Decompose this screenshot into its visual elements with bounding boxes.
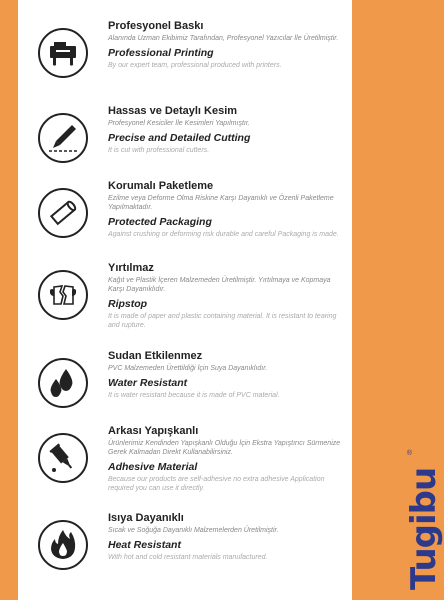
brand-logo — [366, 450, 444, 590]
feature-ripstop — [18, 262, 352, 342]
feature-desc-tr: Profesyonel Kesiciler İle Kesimleri Yapılmıştır. — [108, 120, 250, 127]
water-drops-icon — [38, 358, 88, 408]
feature-title-tr: Isıya Dayanıklı — [108, 512, 184, 524]
brand-name: Tugibu — [404, 467, 444, 590]
feature-title-en: Protected Packaging — [108, 216, 212, 228]
feature-precise-cutting — [18, 105, 352, 185]
feature-desc-en: It is cut with professional cutters. — [108, 147, 210, 154]
feature-title-en: Adhesive Material — [108, 461, 198, 473]
brand-registered-mark: ® — [406, 450, 412, 457]
package-roll-icon — [38, 188, 88, 238]
feature-professional-printing — [18, 20, 352, 100]
feature-protected-packaging — [18, 180, 352, 260]
cutter-icon — [38, 113, 88, 163]
feature-desc-tr: Alanında Uzman Ekibimiz Tarafından, Profesyonel Yazıcılar İle Üretilmiştir. — [108, 35, 339, 42]
feature-desc-tr: Ezilme veya Deforme Olma Riskine Karşı Dayanıklı ve Özenli Paketleme Yapılmaktadır. — [108, 195, 334, 211]
feature-title-tr: Hassas ve Detaylı Kesim — [108, 105, 238, 117]
feature-desc-en: It is water resistant because it is made of PVC material. — [108, 392, 280, 399]
ripstop-icon — [38, 270, 88, 320]
feature-desc-tr: Sıcak ve Soğuğa Dayanıklı Malzemelerden Üretilmiştir. — [108, 527, 279, 534]
feature-heat-resistant — [18, 512, 352, 592]
feature-title-tr: Yırtılmaz — [108, 262, 154, 274]
feature-title-tr: Arkası Yapışkanlı — [108, 425, 199, 437]
feature-desc-en: Because our products are self-adhesive no extra adhesive Application required you can use it directly. — [108, 476, 325, 492]
adhesive-tube-icon — [38, 433, 88, 483]
feature-title-en: Heat Resistant — [108, 539, 181, 551]
feature-desc-tr: Ürünlerimiz Kendinden Yapışkanlı Olduğu İçin Ekstra Yapıştırıcı Sürmenize Gerek Kalmadan Direkt Kullanabilirsiniz. — [108, 440, 341, 456]
feature-title-en: Ripstop — [108, 298, 148, 310]
feature-desc-en: Against crushing or deforming risk durable and careful Packaging is made. — [108, 231, 339, 238]
feature-title-en: Precise and Detailed Cutting — [108, 132, 251, 144]
feature-title-tr: Korumalı Paketleme — [108, 180, 214, 192]
feature-desc-en: It is made of paper and plastic containing material. It is resistant to tearing and rupture. — [108, 313, 337, 329]
feature-desc-tr: Kağıt ve Plastik İçeren Malzemeden Üretilmiştir. Yırtılmaya ve Kopmaya Karşı Dayanıklıdır. — [108, 277, 331, 293]
feature-desc-tr: PVC Malzemeden Ürettildiği İçin Suya Dayanıklıdır. — [108, 365, 268, 372]
feature-desc-en: With hot and cold resistant materials manufactured. — [108, 554, 268, 561]
feature-title-tr: Sudan Etkilenmez — [108, 350, 203, 362]
feature-title-en: Water Resistant — [108, 377, 188, 389]
feature-water-resistant — [18, 350, 352, 430]
feature-title-tr: Profesyonel Baskı — [108, 20, 204, 32]
feature-title-en: Professional Printing — [108, 47, 214, 59]
features-panel — [18, 0, 352, 600]
fire-icon — [38, 520, 88, 570]
feature-desc-en: By our expert team, professional produced with printers. — [108, 62, 282, 69]
feature-adhesive-material — [18, 425, 352, 505]
printer-icon — [38, 28, 88, 78]
